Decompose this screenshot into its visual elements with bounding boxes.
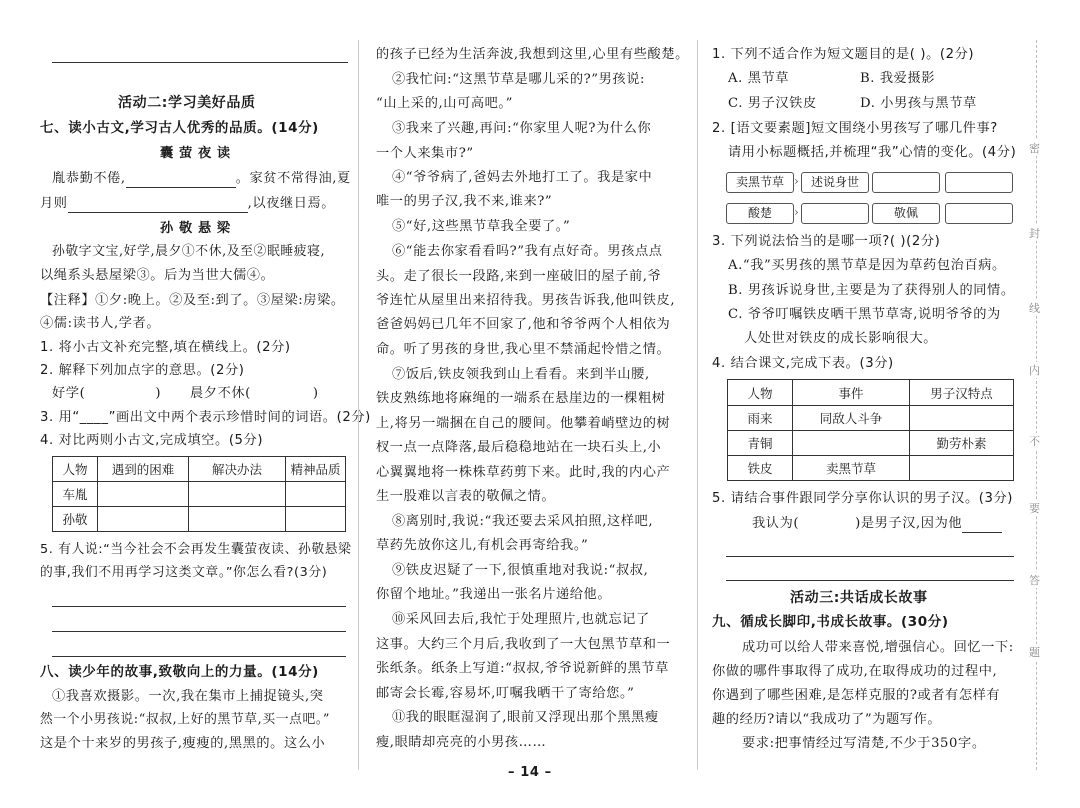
table-cell[interactable] [189, 482, 286, 507]
q2-item1-answer[interactable] [85, 386, 155, 402]
gutter-char: 线 [1029, 302, 1040, 315]
r-q2-line1: 2. [语文要素题]短文围绕小男孩写了哪几件事? [712, 121, 998, 136]
essay-line: 成功可以给人带来喜悦,增强信心。回忆一下: [742, 640, 1014, 655]
story-line: 生一股难以言表的敬佩之情。 [376, 489, 556, 504]
passage1-line2 [40, 196, 335, 213]
notes-line1: 【注释】①夕:晚上。②及至:到了。③屋梁:房梁。 [40, 293, 345, 308]
passage1-line1-a: 胤恭勤不倦, [52, 171, 126, 186]
story-line: 爸爸妈妈已几年不回家了,他和爷爷两个人相依为 [376, 317, 671, 332]
story-line: 爷连忙从屋里出来招待我。男孩告诉我,他叫铁皮, [376, 293, 676, 308]
essay-line: 你做的哪件事取得了成功,在取得成功的过程中, [712, 664, 998, 679]
essay-line: 趣的经历?请以“我成功了”为题写作。 [712, 712, 942, 727]
table-header: 遇到的困难 [98, 457, 189, 482]
essay-line: 你遇到了哪些困难,是怎样克服的?或者有怎样有 [712, 688, 1001, 703]
story-line1: ①我喜欢摄影。一次,我在集市上捕捉镜头,突 [52, 689, 324, 704]
passage2-line2: 以绳系头悬屋梁③。后为当世大儒④。 [40, 268, 275, 283]
story-line: ⑩采风回去后,我忙于处理照片,也就忘记了 [392, 612, 650, 627]
story-line2: 然一个小男孩说:“叔叔,上好的黑节草,买一点吧。” [40, 712, 331, 727]
essay-requirement: 要求:把事情经过写清楚,不少于350字。 [742, 736, 986, 751]
table-cell: 铁皮 [728, 456, 793, 481]
arrow-right-icon: › [794, 205, 799, 219]
r-q3-option-b[interactable]: B. 男孩诉说身世,主要是为了获得别人的同情。 [728, 283, 1015, 298]
activity2-title: 活动二:学习美好品质 [118, 95, 256, 111]
table-header: 事件 [793, 380, 910, 406]
table-cell: 孙敬 [53, 507, 98, 532]
answer-line [52, 62, 348, 63]
table-cell: 车胤 [53, 482, 98, 507]
gutter-char: 要 [1029, 502, 1040, 515]
table-cell: 同敌人斗争 [793, 406, 910, 431]
q4: 4. 对比两则小古文,完成填空。(5分) [40, 433, 264, 448]
fill-blank-2[interactable] [68, 196, 248, 213]
right-character-table [727, 379, 1014, 481]
story-line: ⑨铁皮迟疑了一下,很慎重地对我说:“叔叔, [392, 563, 649, 578]
q2-item2-answer[interactable] [251, 386, 313, 402]
r-q1-option-b[interactable]: B. 我爱摄影 [860, 71, 936, 86]
passage2-line1: 孙敬字文宝,好学,晨夕①不休,及至②眠睡疲寝, [52, 244, 326, 259]
passage1-line2-a: 月则 [40, 196, 68, 211]
r-q1-option-a[interactable]: A. 黑节草 [728, 71, 790, 86]
table-cell[interactable] [910, 456, 1014, 481]
story-line: 上,将另一端捆在自己的腰间。他攀着峭壁边的树 [376, 416, 671, 431]
q2-item2-end: ) [312, 386, 319, 401]
passage1-line2-b: ,以夜继日焉。 [247, 196, 336, 211]
q1: 1. 将小古文补充完整,填在横线上。(2分) [40, 340, 291, 355]
table-cell[interactable] [98, 482, 189, 507]
gutter-char: 密 [1029, 142, 1040, 155]
passage1-line1 [52, 171, 351, 188]
table-header: 人物 [53, 457, 98, 482]
r-q2-line2: 请用小标题概括,并梳理“我”心情的变化。(4分) [728, 145, 1017, 160]
r-q5-answer-reason[interactable] [962, 516, 1002, 533]
story-line: 邮寄会长霉,容易坏,叮嘱我晒干了寄给您。” [376, 686, 635, 701]
q3: 3. 用“____”画出文中两个表示珍惜时间的词语。(2分) [40, 410, 371, 425]
r-q5-answer-name[interactable] [799, 516, 855, 532]
flow-box-feeling: 敬佩 [872, 203, 940, 224]
gutter-char: 答 [1029, 574, 1040, 587]
activity3-title: 活动三:共话成长故事 [790, 590, 928, 606]
notes-line2: ④儒:读书人,学者。 [40, 316, 161, 331]
story-line: 心翼翼地将一株株草药剪下来。此时,我的内心产 [376, 465, 671, 480]
q2-item2-label: 晨夕不休( [190, 386, 251, 401]
q2-item1-end: ) [155, 386, 162, 401]
arrow-right-icon: › [794, 174, 799, 188]
gutter-char: 不 [1029, 435, 1040, 448]
q7-title: 七、读小古文,学习古人优秀的品质。(14分) [40, 120, 319, 136]
table-header: 解决办法 [189, 457, 286, 482]
r-q4: 4. 结合课文,完成下表。(3分) [712, 356, 894, 371]
story-line: ④“爷爷病了,爸妈去外地打工了。我是家中 [392, 170, 653, 185]
flow-box-blank[interactable] [945, 203, 1013, 224]
story-line: 这事。大约三个月后,我收到了一大包黑节草和一 [376, 637, 671, 652]
table-header: 人物 [728, 380, 793, 406]
story-line: “山上采的,山可高吧。” [376, 96, 513, 111]
answer-line[interactable] [726, 580, 1014, 581]
table-header: 精神品质 [286, 457, 346, 482]
story-line: ⑦饭后,铁皮领我到山上看看。来到半山腰, [392, 367, 650, 382]
story-line: ②我忙问:“这黑节草是哪儿采的?”男孩说: [392, 72, 646, 87]
table-cell[interactable] [189, 507, 286, 532]
column-divider [358, 40, 359, 770]
story-line: 唯一的男子汉,我不来,谁来?” [376, 194, 553, 209]
gutter-char: 封 [1029, 227, 1040, 240]
table-cell[interactable] [910, 406, 1014, 431]
table-cell[interactable] [286, 482, 346, 507]
left-comparison-table [52, 456, 346, 532]
answer-line[interactable] [52, 631, 346, 632]
story-line: 你留个地址。”我递出一张名片递给他。 [376, 587, 612, 602]
table-cell: 雨来 [728, 406, 793, 431]
story-line: 一个人来集市?” [376, 146, 474, 161]
flow-box-event: 述说身世 [801, 172, 869, 193]
r-q5-fill-a: 我认为( [752, 516, 800, 531]
q5-line2: 的事,我们不用再学习这类文章。”你怎么看?(3分) [40, 565, 328, 580]
answer-line[interactable] [726, 556, 1014, 557]
table-cell[interactable] [286, 507, 346, 532]
gutter-char: 内 [1029, 364, 1040, 377]
page-number: – 14 – [508, 765, 552, 780]
table-cell: 卖黑节草 [793, 456, 910, 481]
table-cell: 勤劳朴素 [910, 431, 1014, 456]
flow-box-event: 卖黑节草 [726, 172, 794, 193]
q2-item1 [52, 386, 161, 402]
table-cell: 青铜 [728, 431, 793, 456]
r-q3-option-c[interactable]: C. 爷爷叮嘱铁皮晒干黑节草寄,说明爷爷的为 [728, 307, 1001, 322]
story-line: 的孩子已经为生活奔波,我想到这里,心里有些酸楚。 [376, 47, 689, 62]
q2-item1-label: 好学( [52, 386, 86, 401]
table-cell[interactable] [793, 431, 910, 456]
r-q5-fill-b: )是男子汉,因为他 [855, 516, 963, 531]
r-q5: 5. 请结合事件跟同学分享你认识的男子汉。(3分) [712, 491, 1014, 506]
flow-box-blank[interactable] [801, 203, 869, 224]
fill-blank-1[interactable] [126, 171, 236, 188]
story-line: ⑤“好,这些黑节草我全要了。” [392, 219, 571, 234]
story-line: 杈一点一点降落,最后稳稳地站在一块石头上,小 [376, 440, 662, 455]
gutter-char: 题 [1029, 646, 1040, 659]
passage1-title: 囊 萤 夜 读 [160, 146, 231, 161]
story-line: 瘦,眼睛却亮亮的小男孩…… [376, 735, 547, 750]
story-line: 头。走了很长一段路,来到一座破旧的屋子前,爷 [376, 269, 662, 284]
passage2-title: 孙 敬 悬 梁 [160, 221, 231, 236]
q8-title: 八、读少年的故事,致敬向上的力量。(14分) [40, 664, 319, 680]
q2: 2. 解释下列加点字的意思。(2分) [40, 363, 245, 378]
story-line: ⑧离别时,我说:“我还要去采风拍照,这样吧, [392, 514, 654, 529]
r-q1: 1. 下列不适合作为短文题目的是( )。(2分) [712, 47, 975, 62]
story-line3: 这是个十来岁的男孩子,瘦瘦的,黑黑的。这么小 [40, 736, 326, 751]
story-line: 命。听了男孩的身世,我心里不禁涌起怜惜之情。 [376, 342, 671, 357]
story-line: 铁皮熟练地将麻绳的一端系在悬崖边的一棵粗树 [376, 391, 666, 406]
r-q3-option-a[interactable]: A.“我”买男孩的黑节草是因为草药包治百病。 [728, 258, 1006, 273]
column-divider [697, 40, 698, 770]
r-q3: 3. 下列说法恰当的是哪一项?( )(2分) [712, 234, 941, 249]
flow-box-blank[interactable] [872, 172, 940, 193]
story-line: ⑪我的眼眶湿润了,眼前又浮现出那个黑黑瘦 [392, 710, 659, 725]
flow-box-feeling: 酸楚 [726, 203, 794, 224]
story-line: 草药先放你这儿,有机会再寄给我。” [376, 538, 589, 553]
table-cell[interactable] [98, 507, 189, 532]
answer-line[interactable] [52, 656, 346, 657]
answer-line[interactable] [52, 606, 346, 607]
story-line: ⑥“能去你家看看吗?”我有点好奇。男孩点点 [392, 244, 663, 259]
passage1-line1-b: 。家贫不常得油,夏 [235, 171, 351, 186]
q9-title: 九、循成长脚印,书成长故事。(30分) [712, 614, 949, 630]
q5-line1: 5. 有人说:“当今社会不会再发生囊萤夜读、孙敬悬梁 [40, 542, 352, 557]
story-line: ③我来了兴趣,再问:“你家里人呢?为什么你 [392, 121, 652, 136]
story-line: 张纸条。纸条上写道:“叔叔,爷爷说新鲜的黑节草 [376, 661, 669, 676]
r-q1-option-d[interactable]: D. 小男孩与黑节草 [860, 96, 977, 111]
r-q3-option-c-cont: 人处世对铁皮的成长影响很大。 [744, 331, 938, 346]
flow-box-blank[interactable] [945, 172, 1013, 193]
r-q1-option-c[interactable]: C. 男子汉铁皮 [728, 96, 817, 111]
table-header: 男子汉特点 [910, 380, 1014, 406]
q2-item2 [190, 386, 319, 402]
r-q5-fill [752, 516, 1002, 533]
